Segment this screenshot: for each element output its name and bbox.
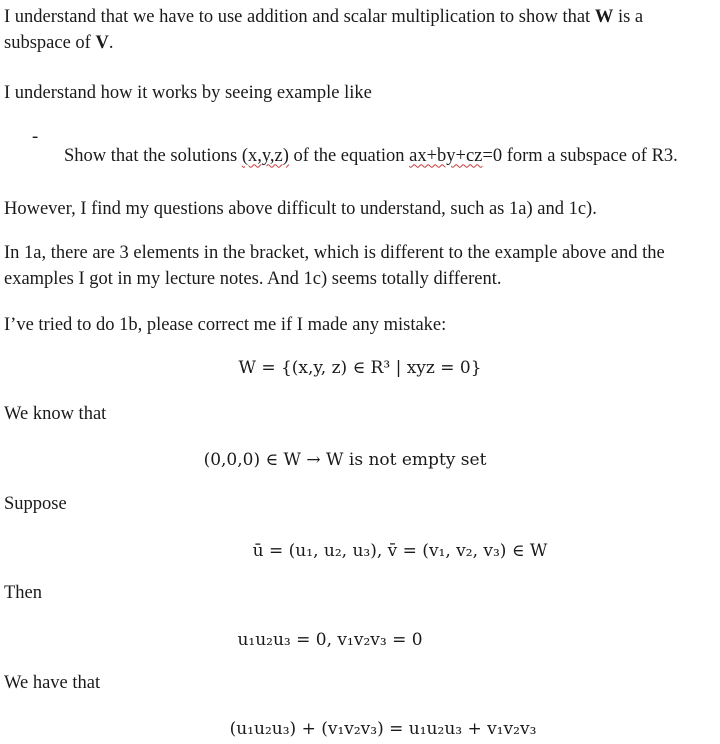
products-zero-equation: u₁u₂u₃ = 0, v₁v₂v₃ = 0	[237, 630, 423, 650]
bullet-text-end: =0 form a subspace of R3.	[482, 145, 678, 166]
attempt-paragraph: I’ve tried to do 1b, please correct me if I made any mistake:	[4, 315, 447, 335]
intro-paragraph	[4, 4, 706, 56]
we-know-that-text: We know that	[4, 404, 107, 424]
we-have-that-text: We have that	[4, 673, 101, 693]
space-v-symbol: V	[95, 33, 109, 53]
zero-vector-equation: (0,0,0) ∈ W → W is not empty set	[203, 450, 487, 470]
intro-text-start: I understand that we have to use addition and scalar multiplication to show that	[4, 7, 595, 27]
bullet-xyz-term: (x,y,z)	[241, 145, 289, 166]
set-definition-equation: W = {(x,y, z) ∈ R³ | xyz = 0}	[238, 358, 482, 378]
sum-of-products-equation: (u₁u₂u₃) + (v₁v₂v₃) = u₁u₂u₃ + v₁v₂v₃	[229, 719, 537, 739]
bullet-text-middle: of the equation	[288, 145, 410, 166]
intro-text-middle: is a subspace of	[4, 7, 644, 53]
subspace-w-symbol: W	[594, 7, 614, 27]
vectors-definition-equation: ū = (u₁, u₂, u₃), v̄ = (v₁, v₂, v₃) ∈ W	[252, 541, 548, 561]
then-text: Then	[4, 583, 43, 603]
suppose-text: Suppose	[4, 494, 67, 514]
example-bullet-item	[64, 143, 706, 169]
question-1a-paragraph: In 1a, there are 3 elements in the bracket, which is different to the example above and the examples I got in my lecture notes. And 1c) seems totally different.	[4, 243, 665, 289]
bullet-equation-term: ax+by+cz	[409, 145, 483, 166]
intro-text-end: .	[108, 33, 114, 53]
example-intro-paragraph: I understand how it works by seeing example like	[4, 83, 372, 103]
bullet-marker: -	[32, 127, 39, 147]
difficulty-paragraph: However, I find my questions above difficult to understand, such as 1a) and 1c).	[4, 199, 597, 219]
bullet-text-start: Show that the solutions	[64, 145, 242, 166]
